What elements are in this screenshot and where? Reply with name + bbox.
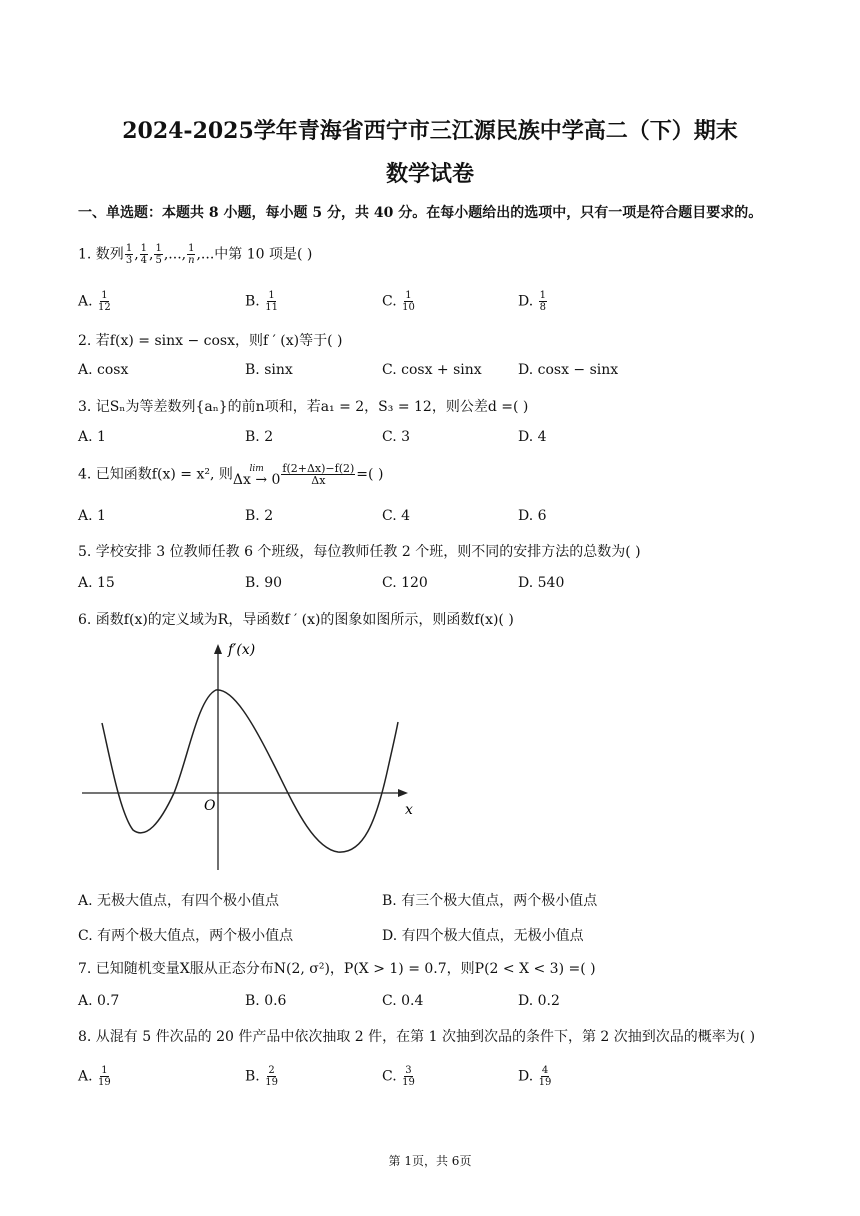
question-1-stem: 1. 数列 $\frac{1}{3}$ , $\frac{1}{4}$ , $\frac{1}{5}$ ,..., $\frac{1}{n}$ ,...中第 10 项是( ) [78, 243, 313, 266]
question-4-option-d: D. 6 [518, 508, 547, 524]
question-1-option-b: B. $\frac{1}{11}$ [245, 290, 278, 313]
question-5-option-a: A. 15 [78, 575, 115, 591]
question-1-option-c: C. $\frac{1}{10}$ [382, 290, 415, 313]
question-3-stem: 3. 记Sₙ为等差数列{aₙ}的前n项和，若a₁ = 2，S₃ = 12，则公差d =( ) [78, 399, 529, 415]
question-4-option-c: C. 4 [382, 508, 411, 524]
page-footer: 第 1页，共 6页 [388, 1154, 472, 1168]
exam-subtitle: 数学试卷 [385, 161, 474, 187]
question-6-stem: 6. 函数f(x)的定义域为R，导函数f ′ (x)的图象如图所示，则函数f(x)( ) [78, 612, 514, 628]
question-2-option-a: A. cosx [78, 362, 129, 378]
question-7-option-b: B. 0.6 [245, 993, 287, 1009]
question-1-option-d: D. $\frac{1}{8}$ [518, 290, 547, 313]
question-3-option-d: D. 4 [518, 429, 547, 445]
question-2-option-b: B. sinx [245, 362, 293, 378]
section-header: 一、单选题：本题共 8 小题，每小题 5 分，共 40 分。在每小题给出的选项中，只有一项是符合题目要求的。 [78, 205, 763, 221]
x-axis-arrow [398, 789, 408, 797]
question-7-option-c: C. 0.4 [382, 993, 424, 1009]
question-6-option-c: C. 有两个极大值点，两个极小值点 [78, 928, 294, 944]
question-6-option-b: B. 有三个极大值点，两个极小值点 [382, 893, 598, 909]
question-3-option-c: C. 3 [382, 429, 411, 445]
derivative-curve [102, 690, 398, 852]
y-axis-label: f′(x) [228, 642, 256, 658]
question-5-stem: 5. 学校安排 3 位教师任教 6 个班级，每位教师任教 2 个班，则不同的安排方法的总数为( ) [78, 544, 641, 560]
question-5-option-c: C. 120 [382, 575, 428, 591]
question-7-stem: 7. 已知随机变量X服从正态分布N(2, σ²)，P(X > 1) = 0.7，则P(2 < X < 3) =( ) [78, 961, 596, 977]
question-8-option-d: D. $\frac{4}{19}$ [518, 1065, 552, 1088]
question-1-option-a: A. $\frac{1}{12}$ [78, 290, 111, 313]
exam-title: 2024-2025学年青海省西宁市三江源民族中学高二（下）期末 [122, 118, 738, 144]
question-8-stem: 8. 从混有 5 件次品的 20 件产品中依次抽取 2 件，在第 1 次抽到次品的条件下，第 2 次抽到次品的概率为( ) [78, 1029, 756, 1045]
y-axis-arrow [214, 644, 222, 654]
question-8-option-b: B. $\frac{2}{19}$ [245, 1065, 278, 1088]
question-5-option-b: B. 90 [245, 575, 283, 591]
question-6-option-a: A. 无极大值点，有四个极小值点 [78, 893, 280, 909]
question-5-option-d: D. 540 [518, 575, 565, 591]
question-4-option-b: B. 2 [245, 508, 274, 524]
origin-label: O [204, 798, 216, 814]
question-3-option-b: B. 2 [245, 429, 274, 445]
question-8-option-c: C. $\frac{3}{19}$ [382, 1065, 415, 1088]
x-axis-label: x [405, 802, 413, 818]
question-7-option-a: A. 0.7 [78, 993, 120, 1009]
question-4-stem: 4. 已知函数f(x) = x², 则 lim Δx → 0 $\frac{f(2+\Delta x)-f(2)}{\Delta x}$ =( ) [78, 462, 384, 488]
question-2-option-c: C. cosx + sinx [382, 362, 482, 378]
question-3-option-a: A. 1 [78, 429, 106, 445]
derivative-graph [78, 638, 423, 878]
question-2-stem: 2. 若f(x) = sinx − cosx，则f ′ (x)等于( ) [78, 333, 343, 349]
question-2-option-d: D. cosx − sinx [518, 362, 619, 378]
question-7-option-d: D. 0.2 [518, 993, 560, 1009]
question-4-option-a: A. 1 [78, 508, 106, 524]
question-6-option-d: D. 有四个极大值点，无极小值点 [382, 928, 584, 944]
question-8-option-a: A. $\frac{1}{19}$ [78, 1065, 111, 1088]
